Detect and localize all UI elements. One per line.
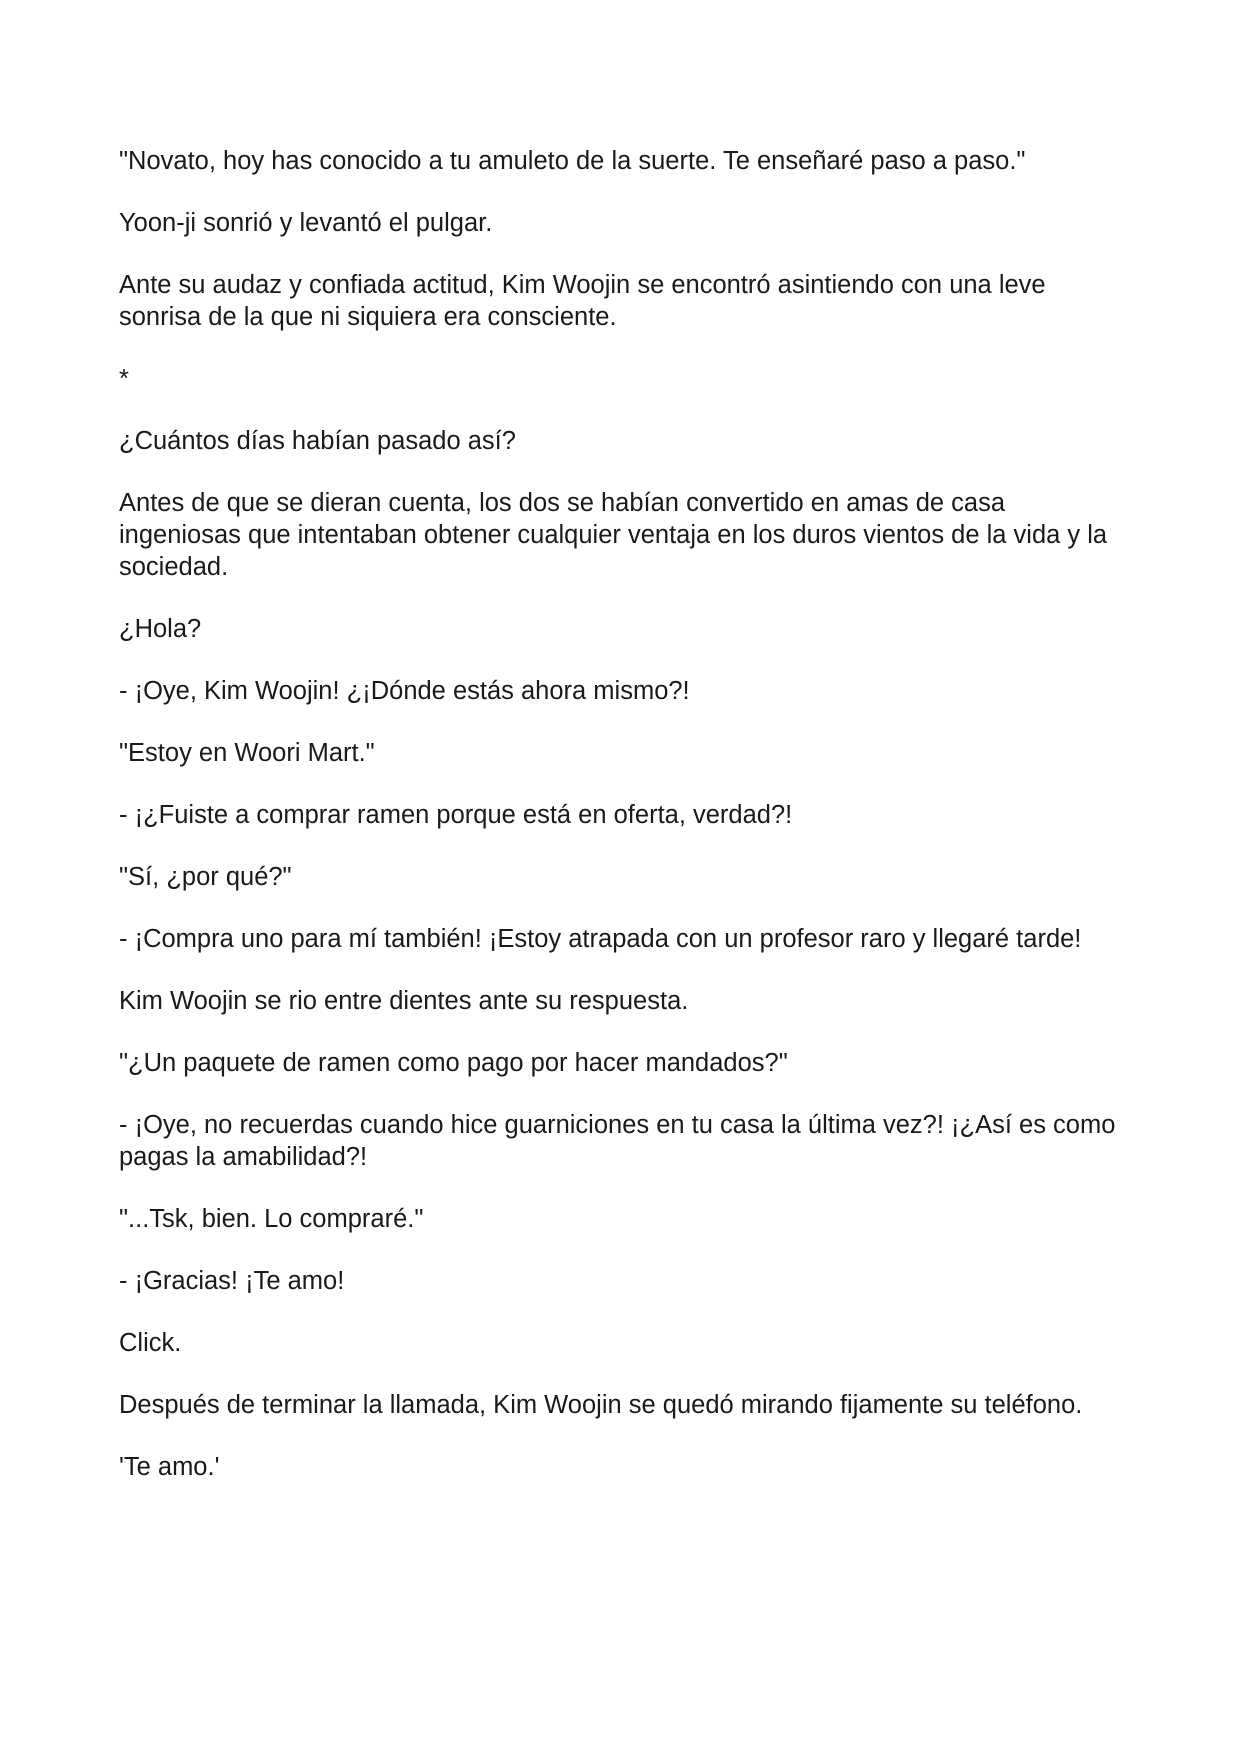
paragraph: "¿Un paquete de ramen como pago por hacer mandados?" xyxy=(119,1049,788,1077)
paragraph: - ¡Oye, no recuerdas cuando hice guarniciones en tu casa la última vez?! ¡¿Así es como pagas la amabilidad?! xyxy=(119,1111,1116,1171)
paragraph: Kim Woojin se rio entre dientes ante su respuesta. xyxy=(119,987,689,1015)
paragraph: "...Tsk, bien. Lo compraré." xyxy=(119,1205,424,1233)
paragraph: Yoon-ji sonrió y levantó el pulgar. xyxy=(119,209,493,237)
paragraph: 'Te amo.' xyxy=(119,1453,220,1481)
paragraph: Después de terminar la llamada, Kim Woojin se quedó mirando fijamente su teléfono. xyxy=(119,1391,1083,1419)
paragraph: Ante su audaz y confiada actitud, Kim Woojin se encontró asintiendo con una leve sonrisa de la que ni siquiera era consciente. xyxy=(119,271,1046,331)
paragraph: "Sí, ¿por qué?" xyxy=(119,863,292,891)
paragraph: - ¡Gracias! ¡Te amo! xyxy=(119,1267,345,1295)
paragraph: Antes de que se dieran cuenta, los dos se habían convertido en amas de casa ingeniosas que intentaban obtener cualquier ventaja en los duros vientos de la vida y la sociedad. xyxy=(119,489,1108,581)
paragraph: Click. xyxy=(119,1329,182,1357)
paragraph: - ¡¿Fuiste a comprar ramen porque está en oferta, verdad?! xyxy=(119,801,793,829)
document-body xyxy=(119,145,1129,1513)
scene-break: * xyxy=(119,365,129,393)
paragraph: - ¡Compra uno para mí también! ¡Estoy atrapada con un profesor raro y llegaré tarde! xyxy=(119,925,1082,953)
paragraph: ¿Cuántos días habían pasado así? xyxy=(119,427,516,455)
paragraph: ¿Hola? xyxy=(119,615,202,643)
paragraph: - ¡Oye, Kim Woojin! ¿¡Dónde estás ahora mismo?! xyxy=(119,677,690,705)
paragraph: "Estoy en Woori Mart." xyxy=(119,739,375,767)
paragraph: "Novato, hoy has conocido a tu amuleto de la suerte. Te enseñaré paso a paso." xyxy=(119,147,1026,175)
